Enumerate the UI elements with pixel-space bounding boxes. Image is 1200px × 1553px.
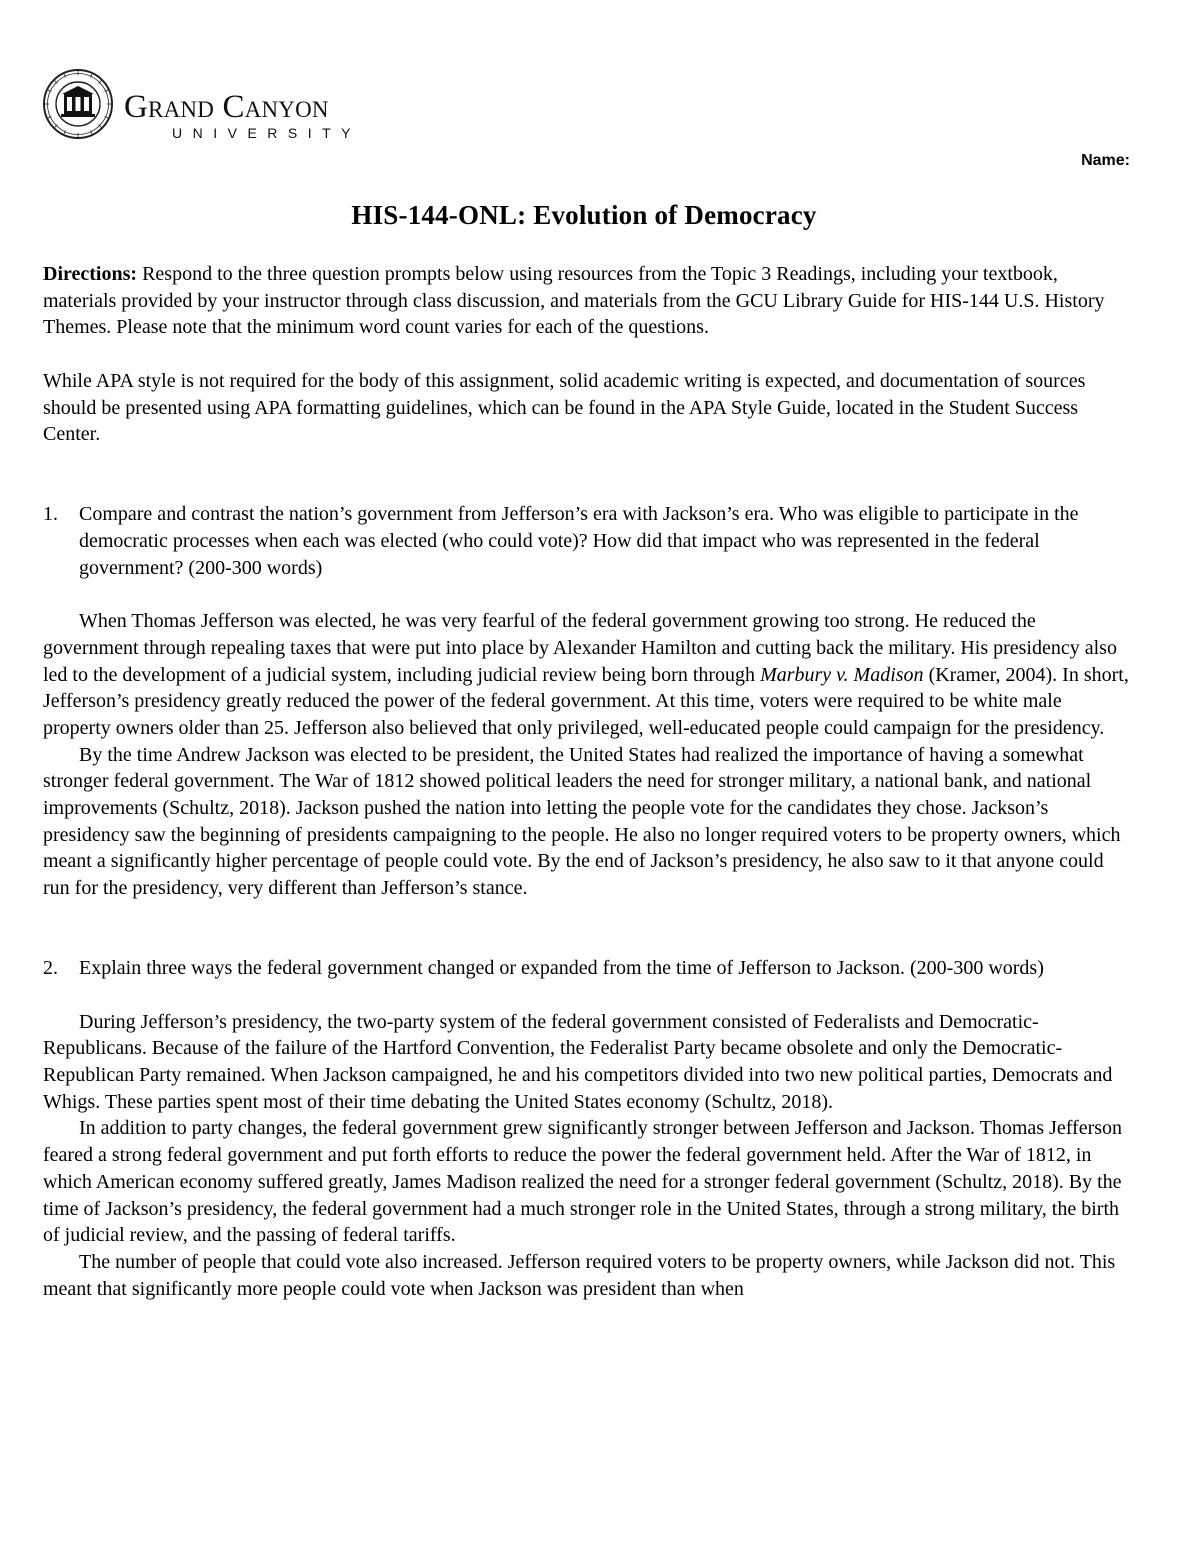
university-wordmark bbox=[124, 90, 361, 141]
case-name: Marbury v. Madison bbox=[760, 663, 924, 686]
institution-name: Grand Canyon bbox=[124, 89, 329, 125]
directions-label: Directions: bbox=[43, 263, 138, 285]
question-prompt: Explain three ways the federal government changed or expanded from the time of Jefferson to Jackson. (200-300 words) bbox=[79, 957, 1044, 980]
answer-text: (Kramer, 2004). In short, Jefferson’s presidency greatly reduced the power of the federal government. At this time, voters were required to be white male property owners older than 25. Jefferson also believed that only privileged, well-educated people could campaign for the presidency. bbox=[43, 663, 1129, 739]
name-field-label: Name: bbox=[1081, 152, 1130, 169]
page-title: HIS-144-ONL: Evolution of Democracy bbox=[351, 200, 817, 230]
university-seal-icon bbox=[42, 68, 114, 140]
document-body bbox=[43, 261, 1133, 1302]
question-1 bbox=[43, 501, 1133, 581]
answer-text: When Thomas Jefferson was elected, he was very fearful of the federal government growing too strong. He reduced the government through repealing taxes that were put into place by Alexander Hamilton and cutting back the military. His presidency also led to the development of a judicial system, including judicial review being born through bbox=[43, 610, 1117, 686]
answer-1-paragraph-2: By the time Andrew Jackson was elected to be president, the United States had realized the importance of having a somewhat stronger federal government. The War of 1812 showed political leaders the need for stronger military, a national bank, and national improvements (Schultz, 2018). Jackson pushed the nation into letting the people vote for the candidates they chose. Jackson’s presidency saw the beginning of presidents campaigning to the people. He also no longer required voters to be property owners, which meant a significantly higher percentage of people could vote. By the end of Jackson’s presidency, he also saw to it that anyone could run for the presidency, very different than Jefferson’s stance. bbox=[43, 743, 1121, 900]
directions-paragraph bbox=[43, 261, 1133, 341]
university-logo bbox=[42, 68, 442, 148]
institution-subtitle: UNIVERSITY bbox=[172, 125, 362, 141]
question-number: 1. bbox=[43, 503, 58, 526]
answer-2-paragraph-3: The number of people that could vote also increased. Jefferson required voters to be property owners, while Jackson did not. This meant that significantly more people could vote when Jackson was president than when bbox=[43, 1250, 1116, 1300]
apa-note-paragraph: While APA style is not required for the body of this assignment, solid academic writing is expected, and documentation of sources should be presented using APA formatting guidelines, which can be found in the APA Style Guide, located in the Student Success Center. bbox=[43, 369, 1086, 446]
answer-1-paragraph-1 bbox=[43, 608, 1133, 742]
directions-text: Respond to the three question prompts below using resources from the Topic 3 Readings, including your textbook, materials provided by your instructor through class discussion, and materials from the GCU Library Guide for HIS-144 U.S. History Themes. Please note that the minimum word count varies for each of the questions. bbox=[43, 263, 1105, 339]
question-2 bbox=[43, 955, 1133, 982]
question-prompt: Compare and contrast the nation’s government from Jefferson’s era with Jackson’s era. Who was eligible to participate in the democratic processes when each was elected (who could vote)? How did that impact who was represented in the federal government? (200-300 words) bbox=[79, 503, 1079, 579]
question-number: 2. bbox=[43, 957, 58, 980]
answer-2-paragraph-2: In addition to party changes, the federal government grew significantly stronger between Jefferson and Jackson. Thomas Jefferson feared a strong federal government and put forth efforts to reduce the power the federal government held. After the War of 1812, in which American economy suffered greatly, James Madison realized the need for a stronger federal government (Schultz, 2018). By the time of Jackson’s presidency, the federal government had a much stronger role in the United States, through a strong military, the birth of judicial review, and the passing of federal tariffs. bbox=[43, 1117, 1123, 1247]
answer-2-paragraph-1: During Jefferson’s presidency, the two-party system of the federal government consisted of Federalists and Democratic-Republicans. Because of the failure of the Hartford Convention, the Federalist Party became obsolete and only the Democratic-Republican Party remained. When Jackson campaigned, he and his competitors divided into two new political parties, Democrats and Whigs. These parties spent most of their time debating the United States economy (Schultz, 2018). bbox=[43, 1010, 1113, 1113]
